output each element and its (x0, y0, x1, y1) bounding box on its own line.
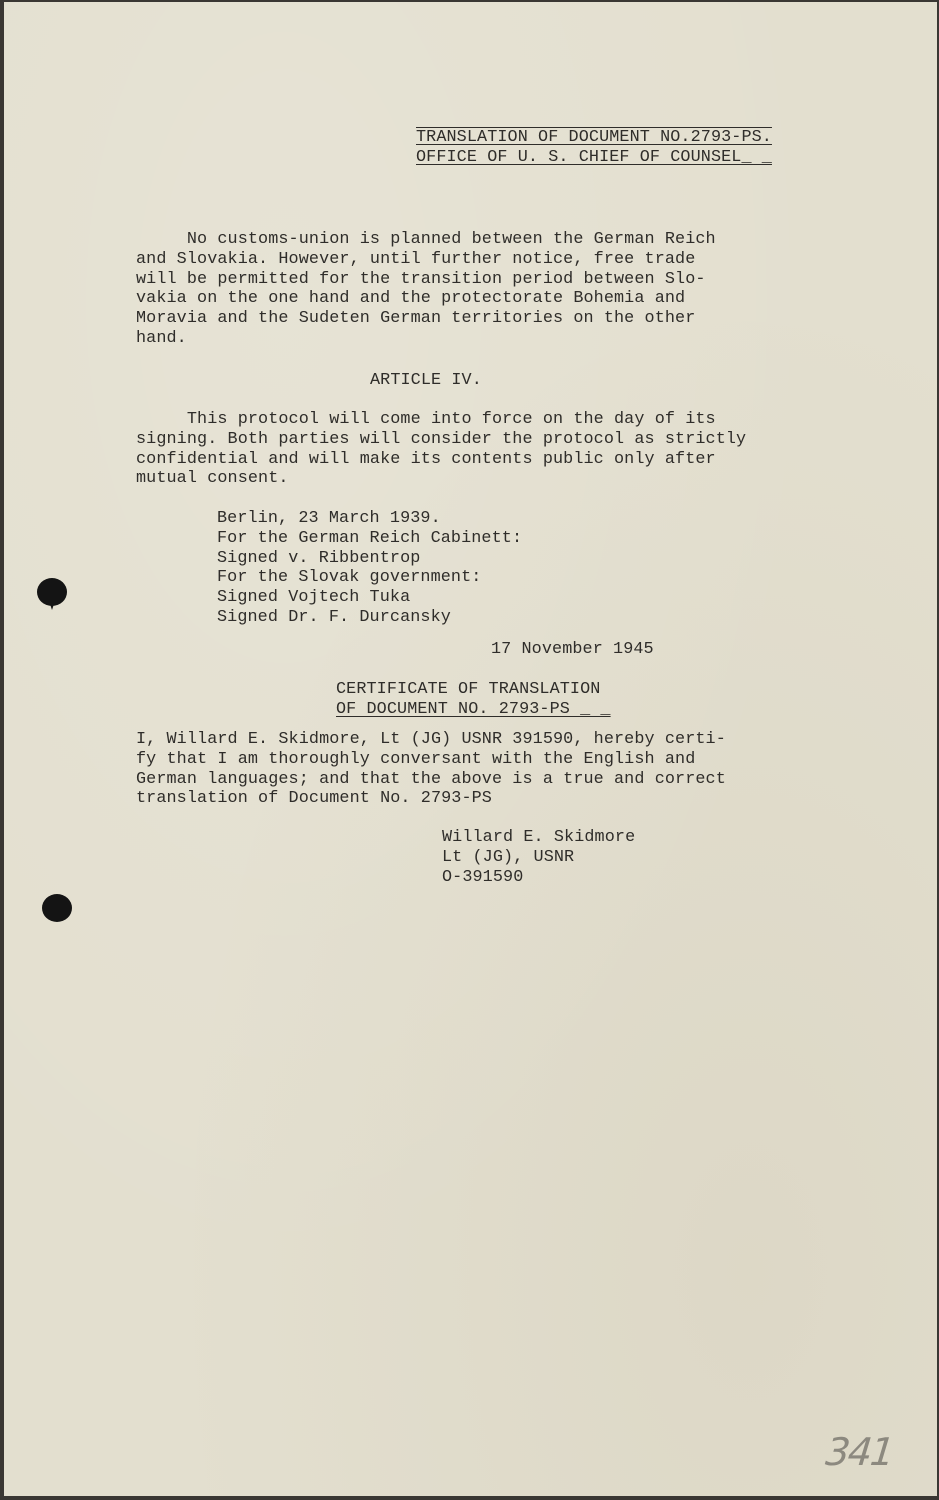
certificate-document-number: OF DOCUMENT NO. 2793-PS _ _ (336, 700, 611, 719)
text-line: signing. Both parties will consider the protocol as strictly (136, 429, 747, 449)
translation-date: 17 November 1945 (491, 640, 654, 659)
signature-block (217, 509, 522, 628)
text-line: confidential and will make its contents public only after (136, 449, 716, 469)
certificate-title: CERTIFICATE OF TRANSLATION (336, 680, 601, 699)
certificate-signer (442, 828, 635, 887)
article-heading: ARTICLE IV. (370, 371, 482, 390)
text-line: This protocol will come into force on the day of its (136, 410, 716, 429)
header-translation-title: TRANSLATION OF DOCUMENT NO.2793-PS. (416, 128, 772, 147)
text-line: translation of Document No. 2793-PS (136, 789, 492, 809)
signature-place-date: Berlin, 23 March 1939. (217, 509, 441, 528)
text-line: vakia on the one hand and the protectorate Bohemia and (136, 289, 686, 309)
text-line: will be permitted for the transition period between Slo- (136, 269, 706, 289)
signature-line: Signed Dr. F. Durcansky (217, 607, 451, 627)
signature-line: For the German Reich Cabinett: (217, 528, 523, 548)
paragraph-article-iv (136, 410, 746, 489)
text-line: I, Willard E. Skidmore, Lt (JG) USNR 391590, hereby certi- (136, 730, 726, 749)
paragraph-customs-union (136, 230, 716, 349)
punch-hole-bottom (42, 894, 72, 922)
text-line: hand. (136, 328, 187, 348)
document-page (4, 2, 937, 1496)
handwritten-page-number: 341 (823, 1430, 895, 1474)
signer-name: Willard E. Skidmore (442, 828, 636, 847)
text-line: and Slovakia. However, until further notice, free trade (136, 249, 696, 269)
text-line: Moravia and the Sudeten German territories on the other (136, 309, 696, 329)
signature-line: For the Slovak government: (217, 568, 482, 588)
text-line: German languages; and that the above is a true and correct (136, 769, 726, 789)
signature-line: Signed Vojtech Tuka (217, 588, 411, 608)
text-line: mutual consent. (136, 469, 289, 489)
punch-hole-top (37, 578, 67, 606)
text-line: fy that I am thoroughly conversant with the English and (136, 749, 696, 769)
certificate-body (136, 730, 726, 809)
signer-rank: Lt (JG), USNR (442, 847, 575, 867)
signer-service-number: O-391590 (442, 867, 524, 887)
header-office: OFFICE OF U. S. CHIEF OF COUNSEL_ _ (416, 148, 772, 167)
signature-line: Signed v. Ribbentrop (217, 548, 421, 568)
text-line: No customs-union is planned between the German Reich (136, 230, 716, 249)
